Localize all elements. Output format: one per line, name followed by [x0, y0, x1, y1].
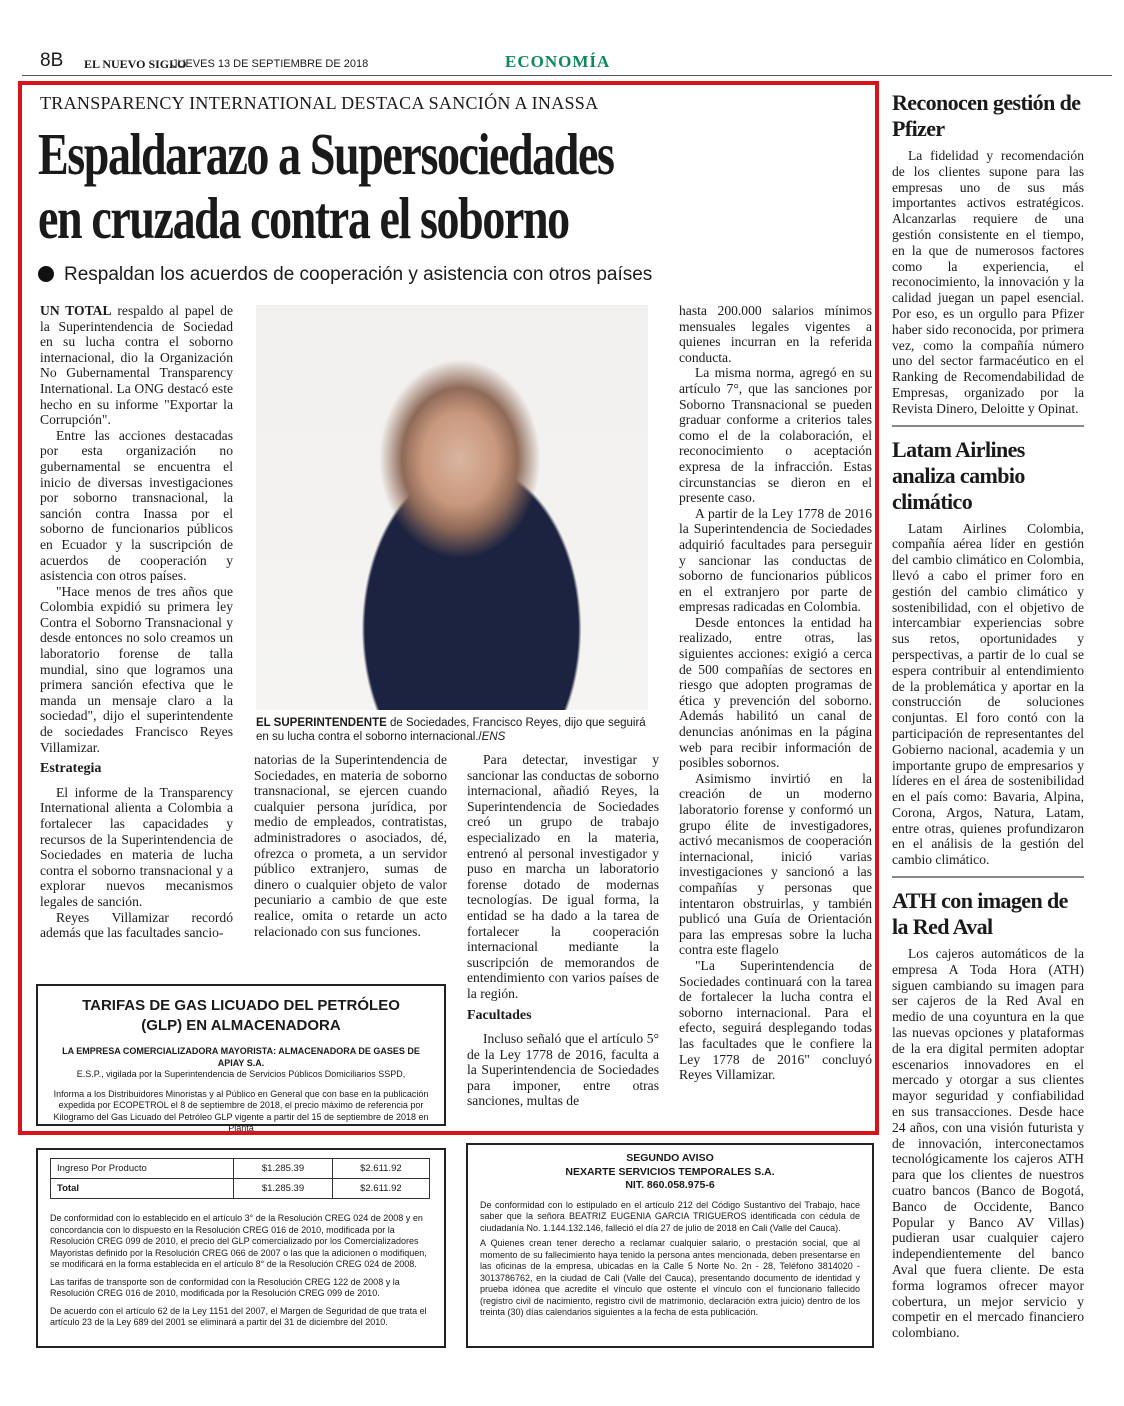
issue-date: JUEVES 13 DE SEPTIEMBRE DE 2018	[172, 58, 369, 70]
paragraph: natorias de la Superintendencia de Sociedades, en materia de soborno transnacional, se ejercen cuando cualquier persona jurídica, por medio de empleados, contratistas, administradores o asociados, dé, ofrezca o prometa, a un servidor público extranjero, sumas de dinero o cualquier objeto de valor pecuniario a cambio de que este realice, omita o retarde un acto relacionado con sus funciones.	[254, 752, 447, 939]
paragraph: Entre las acciones destacadas por esta organización no gubernamental se encuentra el inicio de diversas investigaciones por soborno transnacional, la sanción contra Inassa por el soborno de funcionarios públicos en Ecuador y la suscripción de acuerdos de cooperación y asistencia con otros países.	[40, 427, 233, 584]
paragraph: El informe de la Transparency International alienta a Colombia a fortalecer las capacidades y recursos de la Superintendencia de Sociedades en materia de lucha contra el soborno transnacional y a explorar nuevos mecanismos legales de sanción.	[40, 784, 233, 909]
row-value: $1.285.39	[234, 1179, 333, 1199]
glp-inform-1: Informa a los Distribuidores Minoristas y al Público en General que con base en la publicación	[53, 1088, 429, 1099]
glp-price-table	[50, 1158, 430, 1199]
brief-body-latam: Latam Airlines Colombia, compañía aérea líder en gestión del cambio climático en Colombia, llevó a cabo el primer foro en gestión del cambio climático y sostenibilidad, con el objetivo de intercambiar experiencias sobre sus retos, oportunidades y perspectivas, a partir de lo cual se espera contribuir al entendimiento de la problemática y aportar en la construcción de soluciones conjuntas. El foro contó con la participación de representantes del Gobierno nacional, academia y un importante grupo de empresarios y líderes en el área de sostenibilidad en el país como: Bavaria, Alpina, Corona, Argos, Natura, Latam, entre otras, quienes profundizaron en el análisis de la gestión del cambio climático.	[892, 520, 1084, 868]
row-label: Ingreso Por Producto	[51, 1159, 234, 1179]
row-value: $2.611.92	[332, 1159, 429, 1179]
section-title: ECONOMÍA	[505, 52, 611, 71]
article-column-2	[254, 752, 447, 939]
article-subhead	[38, 264, 652, 286]
article-kicker: TRANSPARENCY INTERNATIONAL DESTACA SANCIÓN A INASSA	[40, 93, 599, 113]
glp-note-2: Las tarifas de transporte son de conformidad con la Resolución CREG 122 de 2008 y la Resolución CREG 016 de 2010, modificada por la Resolución CREG 099 de 2010.	[50, 1276, 400, 1298]
nexarte-company: NEXARTE SERVICIOS TEMPORALES S.A.	[565, 1165, 775, 1178]
page-number: 8B	[40, 50, 64, 71]
nexarte-paragraph-1: De conformidad con lo estipulado en el artículo 212 del Código Sustantivo del Trabajo, hace saber que la señora BEATRIZ EUGENIA GARCIA TRIGUEROS identificada con cédula de ciudadanía No. 1.144.132.146, falleció el día 27 de julio de 2018 en Cali (Valle del Cauca).	[480, 1199, 860, 1233]
paragraph-text: respaldo al papel de la Superintendencia de Sociedad en su lucha contra el soborno internacional, dio la Organización No Gubernamental Transparency International. La ONG destacó este hecho en su informe "Exportar la Corrupción".	[40, 303, 234, 428]
bullet-icon	[38, 266, 54, 282]
nexarte-nit: NIT. 860.058.975-6	[625, 1179, 715, 1191]
table-row	[51, 1159, 430, 1179]
glp-company: LA EMPRESA COMERCIALIZADORA MAYORISTA: ALMACENADORA DE GASES DE APIAY S.A.	[62, 1046, 420, 1068]
row-label: Total	[51, 1179, 234, 1199]
nexarte-aviso: SEGUNDO AVISO	[626, 1152, 714, 1164]
glp-note-3: De acuerdo con el artículo 62 de la Ley 1151 del 2007, el Margen de Seguridad de que trata el artículo 23 de la Ley 689 del 2001 se eliminará a partir del 31 de diciembre del 2010.	[50, 1305, 427, 1327]
subhead-text: Respaldan los acuerdos de cooperación y asistencia con otros países	[64, 264, 653, 285]
sidebar-divider	[892, 425, 1084, 427]
paragraph: "La Superintendencia de Sociedades continuará con la tarea de fortalecer la lucha contra el soborno internacional. Para el efecto, seguirá desplegando todas las facultades que le confiere la Ley 1778 de 2016" concluyó Reyes Villamizar.	[679, 957, 872, 1083]
article-column-3	[467, 752, 659, 1109]
sidebar	[892, 90, 1084, 1341]
brief-title-latam: Latam Airlines analiza cambio climático	[892, 436, 1025, 514]
paragraph: A partir de la Ley 1778 de 2016 la Superintendencia de Sociedades adquirió facultades para perseguir y sancionar las conductas de soborno de funcionarios públicos en el extranjero por parte de empresas radicadas en Colombia.	[679, 505, 872, 615]
section-heading: Estrategia	[40, 761, 102, 777]
headline-line-2: en cruzada contra el soborno	[38, 185, 569, 251]
brief-body-ath: Los cajeros automáticos de la empresa A Toda Hora (ATH) siguen cambiando su imagen para ser cajeros de la Red Aval en medio de una coyuntura en la que las nuevas opciones y plataformas de la era digital permiten adoptar escenarios innovadores en el mercado y otorgar a sus clientes mayor seguridad y confiabilidad en sus transacciones. Desde hace 24 años, con una visión futurista y de innovación, interconectamos tecnológicamente los cajeros ATH para que los clientes de nuestros cuatro bancos (Banco de Bogotá, Banco de Occidente, Banco Popular y Banco AV Villas) pudieran usar cualquier cajero independientemente del banco Aval que fuera cliente. De esta forma logramos ofrecer mayor cobertura, un mejor servicio y competir en el mercado financiero colombiano.	[892, 946, 1084, 1341]
row-value: $1.285.39	[234, 1159, 333, 1179]
masthead-rule	[22, 75, 1112, 76]
glp-tariff-ad-table	[36, 1148, 446, 1348]
superintendent-photo	[256, 305, 648, 710]
photo-caption	[256, 716, 648, 744]
caption-lead: EL SUPERINTENDENTE	[256, 717, 387, 729]
paragraph	[40, 303, 233, 428]
paragraph: hasta 200.000 salarios mínimos mensuales legales vigentes a quienes incurran en la referida conducta.	[679, 303, 872, 365]
article-headline	[38, 122, 896, 250]
caption-text: de Sociedades, Francisco Reyes, dijo que seguirá en su lucha contra el soborno internacional./	[256, 717, 646, 743]
glp-inform-3: Kilogramo del Gas Licuado del Petróleo GLP vigente a partir del 15 de septiembre de 2018 en Planta	[53, 1111, 429, 1133]
paragraph: La misma norma, agregó en su artículo 7°, que las sanciones por Soborno Transnacional se pueden graduar conforme a criterios tales como el de la colaboración, el reconocimiento o aceptación expresa de la infracción. Estas circunstancias se dieron en el presente caso.	[679, 365, 872, 506]
paragraph: Reyes Villamizar recordó además que las facultades sancio-	[40, 909, 233, 941]
brief-title-ath: ATH con imagen de la Red Aval	[892, 888, 1068, 940]
glp-inform-2: expedida por ECOPETROL el 8 de septiembre de 2018, el precio máximo de referencia por	[58, 1100, 424, 1110]
sidebar-divider	[892, 876, 1084, 878]
glp-ad-title: TARIFAS DE GAS LICUADO DEL PETRÓLEO	[82, 997, 400, 1014]
paragraph: Desde entonces la entidad ha realizado, entre otras, las siguientes acciones: exigió a cerca de 500 compañías de sectores en riesgo que adopten programas de ética y prevención del soborno. Además habilitó un canal de denuncias anónimas en la página web para recibir información de posibles sobornos.	[679, 614, 872, 771]
nexarte-notice-ad	[466, 1143, 874, 1348]
paragraph: Asimismo invirtió en la creación de un moderno laboratorio forense y conformó un grupo élite de investigadores, activó mecanismos de cooperación internacional, inició varias investigaciones y sancionó a las compañías y personas que intentaron obstruirlas, y también publicó una Guía de Orientación para las empresas sobre la lucha contra este flagelo	[679, 770, 872, 958]
brief-title-pfizer: Reconocen gestión de Pfizer	[892, 90, 1081, 141]
glp-company-2: E.S.P., vigilada por la Superintendencia de Servicios Públicos Domiciliarios SSPD,	[76, 1069, 406, 1079]
newspaper-name: EL NUEVO SIGLO	[84, 57, 187, 71]
glp-ad-title-2: (GLP) EN ALMACENADORA	[141, 1017, 341, 1034]
row-value: $2.611.92	[332, 1179, 429, 1199]
lead-caps: UN TOTAL	[40, 303, 112, 318]
paragraph: "Hace menos de tres años que Colombia expidió su primera ley Contra el Soborno Transnacional y desde entonces no solo creamos un laboratorio forense de talla mundial, sino que logramos una primera sanción efectiva que le manda un mensaje claro a la sociedad", dijo el superintendente de sociedades Francisco Reyes Villamizar.	[40, 583, 233, 755]
nexarte-paragraph-2: A Quienes crean tener derecho a reclamar cualquier salario, o prestación social, que al momento de su fallecimiento haya tenido la persona antes mencionada, deben presentarse en las oficinas de la empresa, ubicadas en la Calle 5 Norte No. 2n - 28, Teléfono 3814020 - 3013786762, en la ciudad de Cali (Valle del Cauca), presentando documento de identidad y prueba idónea que acredite el vínculo que ostente el vínculo con el funcionario fallecido (registro civil de nacimiento, registro civil de matrimonio, declaración extra juicio) dentro de los treinta (30) días calendarios siguientes a la fecha de esta publicación.	[480, 1238, 860, 1317]
paragraph: Incluso señaló que el artículo 5° de la Ley 1778 de 2016, faculta a la Superintendencia de Sociedades para imponer, entre otras sanciones, multas de	[467, 1031, 659, 1109]
table-row	[51, 1179, 430, 1199]
article-column-1	[40, 303, 233, 941]
brief-body-pfizer: La fidelidad y recomendación de los clientes supone para las empresas uno de sus más importantes activos estratégicos. Alcanzarlas requiere de una gestión consistente en el tiempo, en la que de numerosos factores como la experiencia, el reconocimiento, la innovación y la calidad juegan un papel esencial. Por eso, es un orgullo para Pfizer haber sido reconocida, por primera vez, como la compañía número uno del sector farmacéutico en el Ranking de Recomendabilidad de Empresas, organizado por la Revista Dinero, Deloitte y Opinat.	[892, 148, 1084, 416]
paragraph: Para detectar, investigar y sancionar las conductas de soborno internacional, añadió Reyes, la Superintendencia de Sociedades creó un grupo de trabajo especializado en la materia, entrenó al personal investigador y puso en marcha un laboratorio forense dotado de modernas tecnologías. De igual forma, la entidad se ha dado a la tarea de fortalecer la cooperación internacional mediante la suscripción de memorandos de entendimiento con varios países de la región.	[467, 752, 659, 1001]
caption-credit: ENS	[481, 731, 506, 743]
headline-line-1: Espaldarazo a Supersociedades	[38, 121, 614, 187]
section-heading: Facultades	[467, 1007, 532, 1023]
article-column-4	[679, 303, 872, 1083]
glp-note-1: De conformidad con lo establecido en el artículo 3° de la Resolución CREG 024 de 2008 y en concordancia con lo dispuesto en la Resolución CREG 016 de 2010, modificada por la Resolución CREG 099 de 2010, el precio del GLP comercializado por los Comercializadores Mayoristas definido por la Resolución CREG 066 de 2007 o las que la adicionen o modifiquen, se modificará en la forma establecida en el artículo 8° de la Resolución CREG 024 de 2008.	[50, 1213, 427, 1269]
glp-tariff-ad	[36, 984, 446, 1133]
